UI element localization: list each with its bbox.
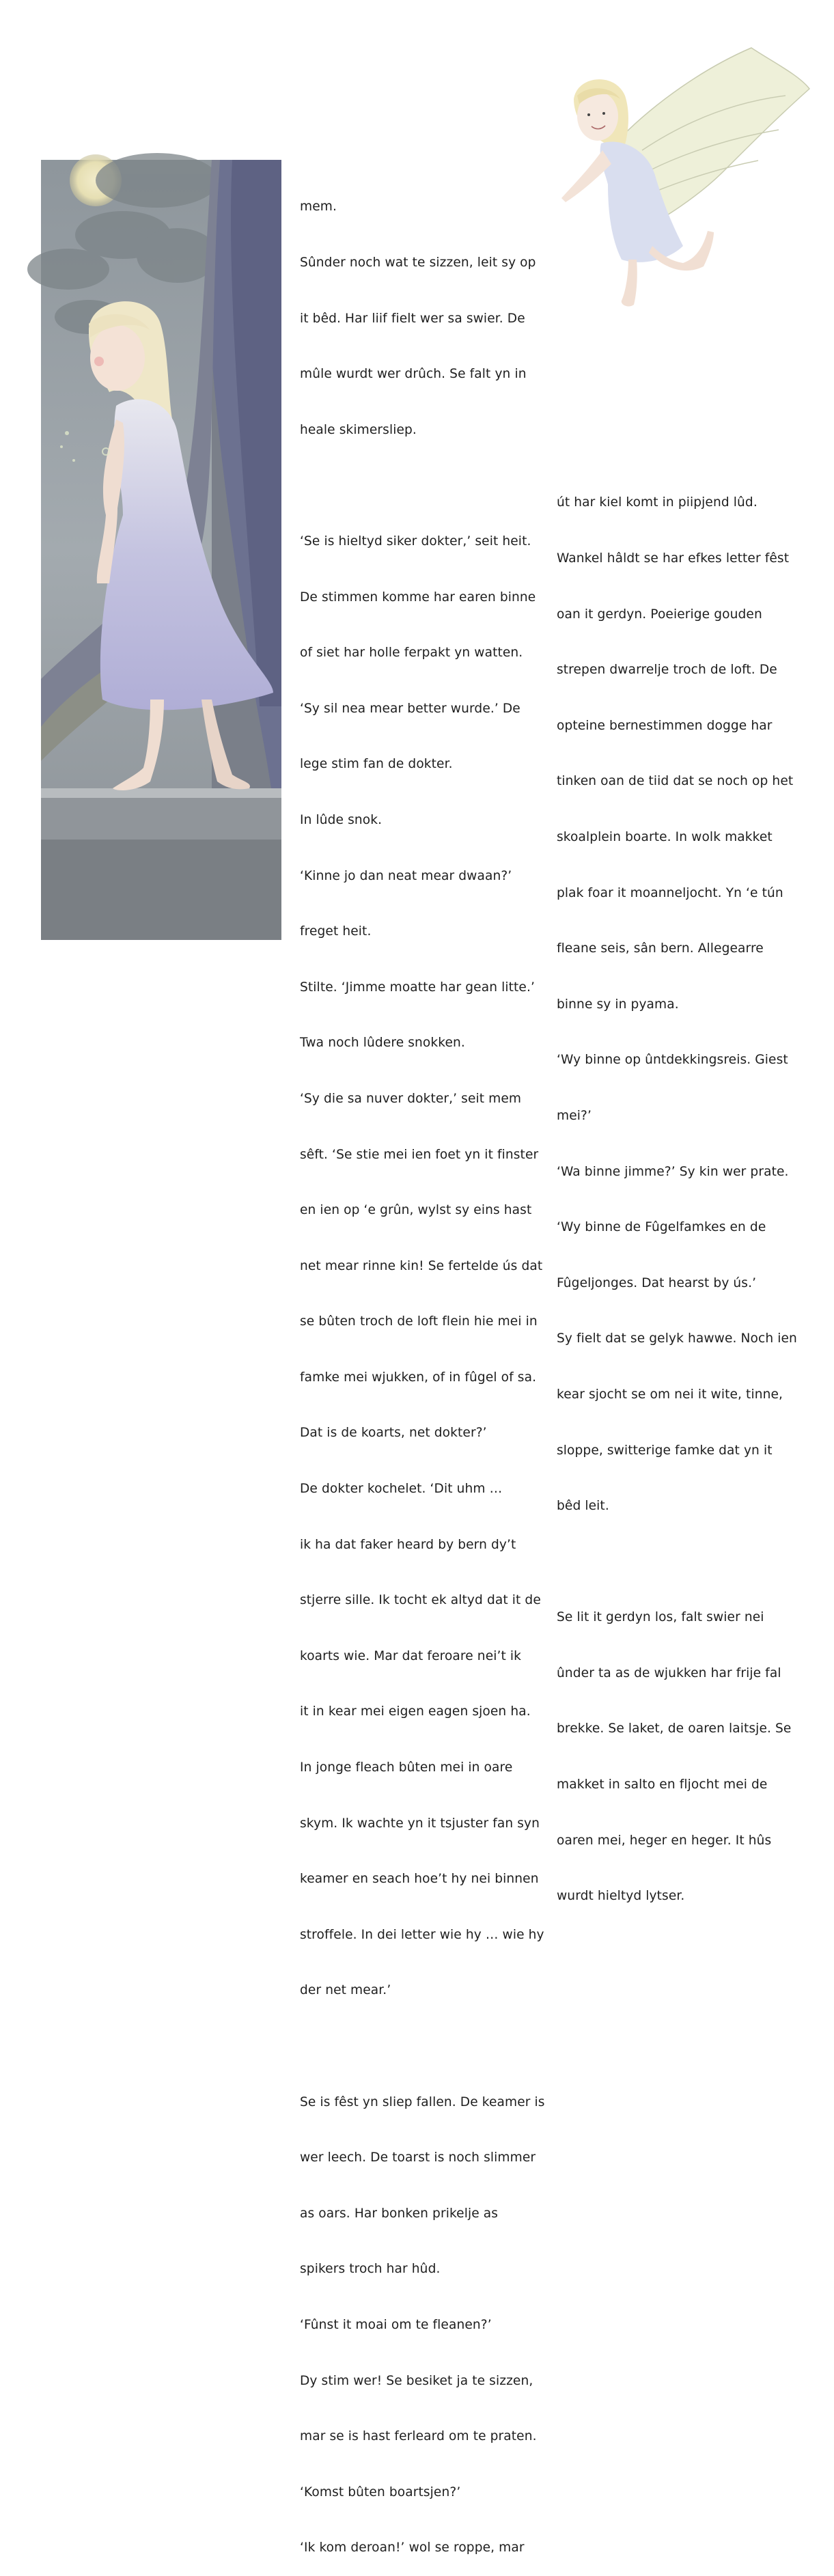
- text-line: koarts wie. Mar dat feroare nei’t ik: [300, 1648, 522, 1663]
- text-line: mûle wurdt wer drûch. Se falt yn in: [300, 367, 527, 382]
- text-line: stroffele. In dei letter wie hy … wie hy: [300, 1927, 544, 1942]
- text-line: stjerre sille. Ik tocht ek altyd dat it de: [300, 1593, 541, 1608]
- text-line: [300, 476, 539, 495]
- text-line: it in kear mei eigen eagen sjoen ha.: [300, 1704, 531, 1719]
- text-line: út har kiel komt in piipjend lûd.: [557, 495, 757, 510]
- text-line: Se is fêst yn sliep fallen. De keamer is: [300, 2094, 545, 2109]
- text-line: ‘Wy binne op ûntdekkingsreis. Giest: [557, 1053, 788, 1068]
- text-line: mar se is hast ferleard om te praten.: [300, 2429, 537, 2444]
- text-line: mem.: [300, 199, 337, 214]
- text-line: ‘Fûnst it moai om te fleanen?’: [300, 2317, 492, 2332]
- text-line: oan it gerdyn. Poeierige gouden: [557, 607, 762, 622]
- text-line: net mear rinne kin! Se fertelde ús dat: [300, 1258, 543, 1273]
- text-line: strepen dwarrelje troch de loft. De: [557, 663, 777, 678]
- text-line: skoalplein boarte. In wolk makket: [557, 829, 773, 844]
- text-line: sêft. ‘Se stie mei ien foet yn it finster: [300, 1147, 539, 1162]
- text-line: wer leech. De toarst is noch slimmer: [300, 2150, 536, 2165]
- text-line: Stilte. ‘Jimme moatte har gean litte.’: [300, 980, 535, 995]
- story-text-column-right: [557, 456, 796, 1924]
- text-line: as oars. Har bonken prikelje as: [300, 2206, 499, 2221]
- text-line: Sy fielt dat se gelyk hawwe. Noch ien: [557, 1331, 797, 1346]
- text-line: plak foar it moanneljocht. Yn ‘e tún: [557, 885, 783, 900]
- text-line: Dy stim wer! Se besiket ja te sizzen,: [300, 2373, 533, 2388]
- text-line: en ien op ‘e grûn, wylst sy eins hast: [300, 1203, 532, 1218]
- text-line: spikers troch har hûd.: [300, 2262, 441, 2277]
- text-line: Se lit it gerdyn los, falt swier nei: [557, 1610, 764, 1625]
- text-line: Dat is de koarts, net dokter?’: [300, 1426, 487, 1441]
- text-line: freget heit.: [300, 924, 372, 939]
- text-line: der net mear.’: [300, 1983, 391, 1998]
- text-line: ‘Sy sil nea mear better wurde.’ De: [300, 701, 520, 716]
- text-line: ‘Komst bûten boartsjen?’: [300, 2484, 461, 2499]
- text-line: Twa noch lûdere snokken.: [300, 1036, 465, 1051]
- text-line: De stimmen komme har earen binne: [300, 590, 536, 605]
- text-line: fleane seis, sân bern. Allegearre: [557, 941, 764, 956]
- text-line: sloppe, switterige famke dat yn it: [557, 1443, 773, 1458]
- text-line: makket in salto en fljocht mei de: [557, 1777, 768, 1792]
- text-line: brekke. Se laket, de oaren laitsje. Se: [557, 1721, 792, 1736]
- text-line: In lûde snok.: [300, 812, 383, 827]
- text-line: De dokter kochelet. ‘Dit uhm …: [300, 1482, 503, 1497]
- text-line: binne sy in pyama.: [557, 997, 679, 1012]
- text-line: kear sjocht se om nei it wite, tinne,: [557, 1387, 783, 1402]
- text-line: of siet har holle ferpakt yn watten.: [300, 646, 523, 661]
- text-line: it bêd. Har liif fielt wer sa swier. De: [300, 311, 525, 326]
- text-line: Fûgeljonges. Dat hearst by ús.’: [557, 1275, 757, 1290]
- text-line: ‘Ik kom deroan!’ wol se roppe, mar: [300, 2540, 525, 2556]
- text-line: Wankel hâldt se har efkes letter fêst: [557, 551, 790, 566]
- text-line: ‘Wa binne jimme?’ Sy kin wer prate.: [557, 1164, 789, 1179]
- text-line: Sûnder noch wat te sizzen, leit sy op: [300, 255, 536, 270]
- text-line: ‘Sy die sa nuver dokter,’ seit mem: [300, 1091, 522, 1106]
- girl-at-window-illustration: [41, 160, 281, 940]
- text-line: [300, 2037, 539, 2055]
- story-text-column-left: [300, 161, 545, 2576]
- text-line: ûnder ta as de wjukken har frije fal: [557, 1665, 781, 1680]
- text-line: [557, 1553, 796, 1571]
- text-line: ik ha dat faker heard by bern dy’t: [300, 1537, 516, 1552]
- text-line: tinken oan de tiid dat se noch op het: [557, 774, 794, 789]
- flying-angel-girl-illustration: [546, 41, 820, 342]
- text-line: heale skimersliep.: [300, 422, 417, 437]
- text-line: ‘Se is hieltyd siker dokter,’ seit heit.: [300, 534, 531, 549]
- text-line: famke mei wjukken, of in fûgel of sa.: [300, 1370, 537, 1385]
- text-line: In jonge fleach bûten mei in oare: [300, 1760, 513, 1775]
- text-line: se bûten troch de loft flein hie mei in: [300, 1314, 538, 1329]
- text-line: skym. Ik wachte yn it tsjuster fan syn: [300, 1816, 540, 1831]
- text-line: opteine bernestimmen dogge har: [557, 718, 773, 733]
- text-line: bêd leit.: [557, 1499, 609, 1514]
- text-line: ‘Wy binne de Fûgelfamkes en de: [557, 1220, 766, 1235]
- text-line: oaren mei, heger en heger. It hûs: [557, 1833, 772, 1848]
- text-line: lege stim fan de dokter.: [300, 757, 453, 772]
- text-line: wurdt hieltyd lytser.: [557, 1889, 685, 1904]
- text-line: mei?’: [557, 1108, 592, 1123]
- text-line: keamer en seach hoe’t hy nei binnen: [300, 1872, 539, 1887]
- text-line: ‘Kinne jo dan neat mear dwaan?’: [300, 868, 512, 883]
